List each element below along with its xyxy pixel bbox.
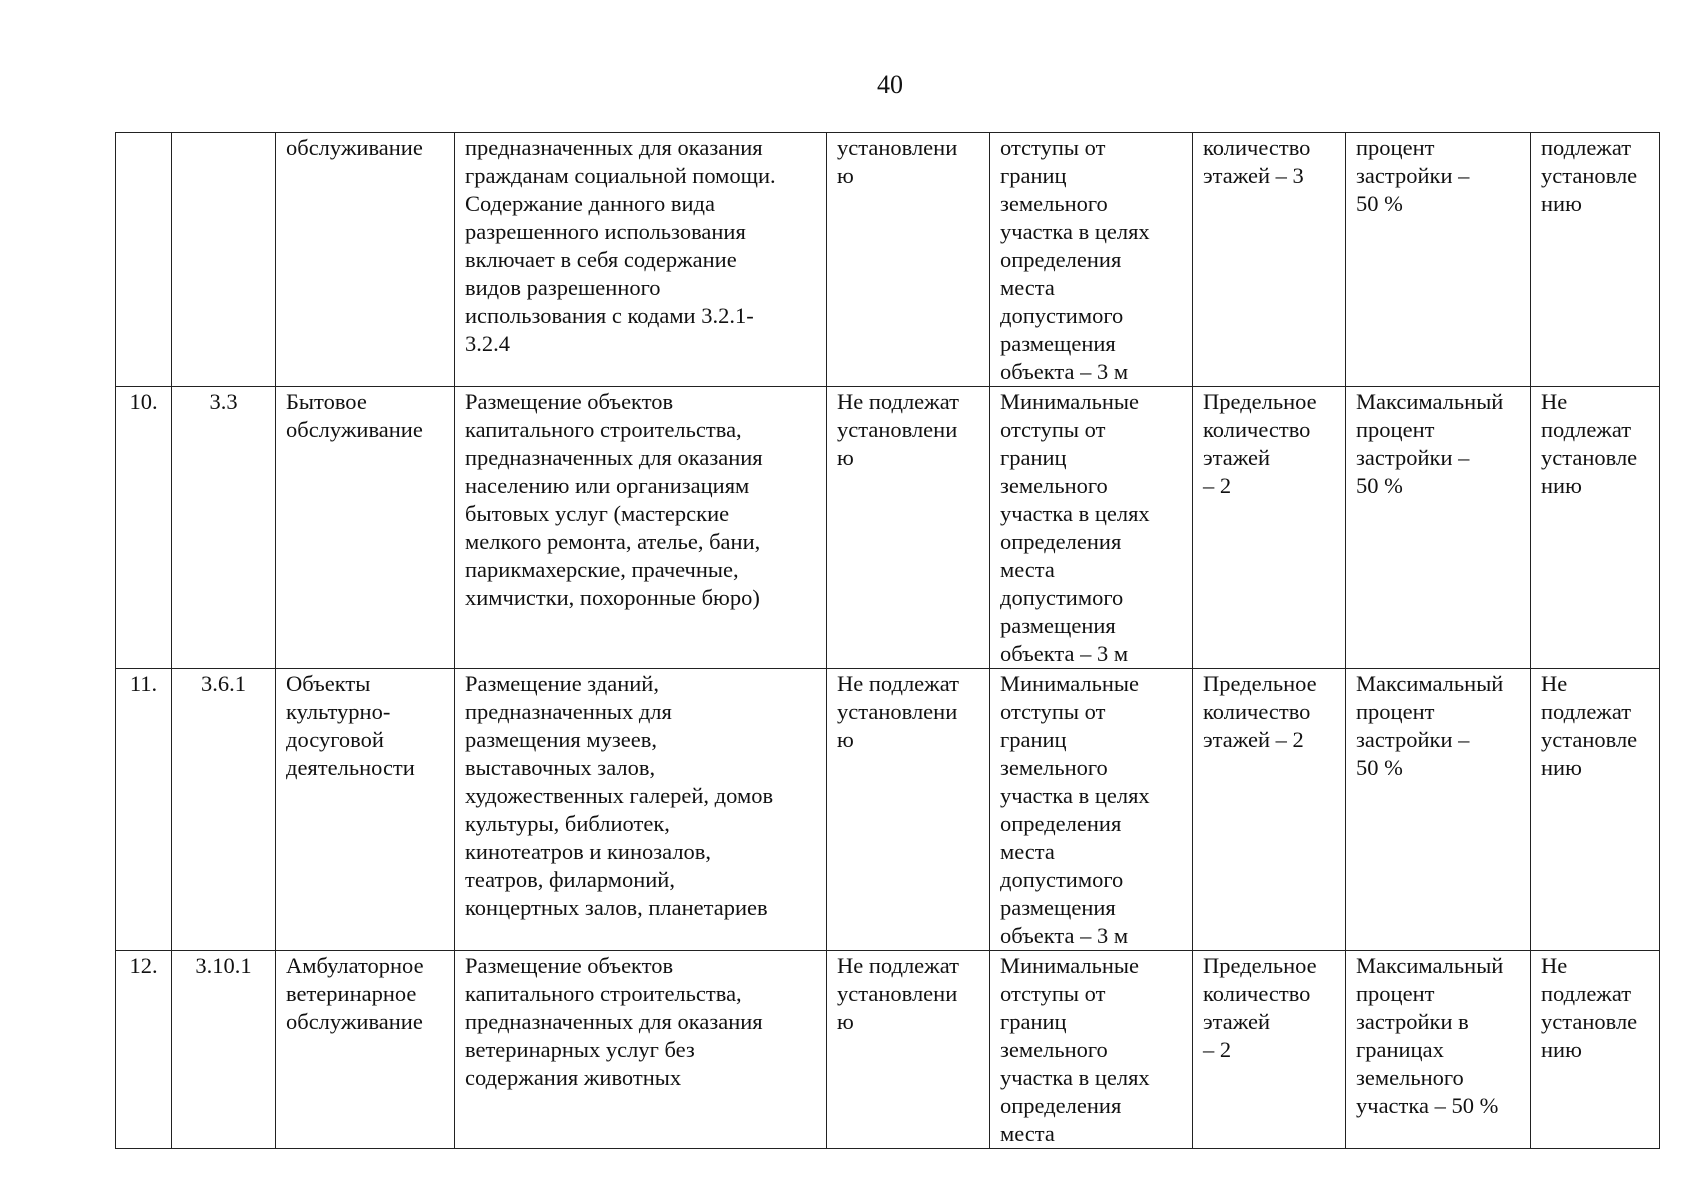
table-row — [116, 133, 1660, 387]
coverage-cell: Максимальный процент застройки в границах земельного участка – 50 % — [1346, 951, 1531, 1149]
description-cell: предназначенных для оказания гражданам социальной помощи. Содержание данного вида разрешенного использования включает в себя содержание видов разрешенного использования с кодами 3.2.1- 3.2.4 — [455, 133, 827, 387]
use-name-cell: Амбулаторное ветеринарное обслуживание — [276, 951, 455, 1149]
floors-cell: Предельное количество этажей – 2 — [1193, 951, 1346, 1149]
code-cell: 3.10.1 — [172, 951, 276, 1149]
setbacks-cell: Минимальные отступы от границ земельного участка в целях определения места допустимого размещения объекта – 3 м — [990, 387, 1193, 669]
use-name-cell: Бытовое обслуживание — [276, 387, 455, 669]
plot-area-cell: установлени ю — [827, 133, 990, 387]
row-number-cell — [116, 133, 172, 387]
floors-cell: Предельное количество этажей – 2 — [1193, 669, 1346, 951]
use-name-cell: обслуживание — [276, 133, 455, 387]
plot-area-cell: Не подлежат установлени ю — [827, 387, 990, 669]
use-name-cell: Объекты культурно- досуговой деятельности — [276, 669, 455, 951]
setbacks-cell: отступы от границ земельного участка в целях определения места допустимого размещения объекта – 3 м — [990, 133, 1193, 387]
other-params-cell: Не подлежат установле нию — [1531, 951, 1660, 1149]
description-cell: Размещение зданий, предназначенных для размещения музеев, выставочных залов, художественных галерей, домов культуры, библиотек, кинотеатров и кинозалов, театров, филармоний, концертных залов, планетариев — [455, 669, 827, 951]
code-cell: 3.3 — [172, 387, 276, 669]
setbacks-cell: Минимальные отступы от границ земельного участка в целях определения места — [990, 951, 1193, 1149]
coverage-cell: Максимальный процент застройки – 50 % — [1346, 387, 1531, 669]
coverage-cell: процент застройки – 50 % — [1346, 133, 1531, 387]
table-row — [116, 669, 1660, 951]
other-params-cell: Не подлежат установле нию — [1531, 669, 1660, 951]
row-number-cell: 10. — [116, 387, 172, 669]
table-row — [116, 951, 1660, 1149]
code-cell — [172, 133, 276, 387]
page-number: 40 — [877, 70, 903, 99]
zoning-table — [115, 132, 1660, 1149]
plot-area-cell: Не подлежат установлени ю — [827, 669, 990, 951]
row-number-cell: 12. — [116, 951, 172, 1149]
floors-cell: Предельное количество этажей – 2 — [1193, 387, 1346, 669]
code-cell: 3.6.1 — [172, 669, 276, 951]
plot-area-cell: Не подлежат установлени ю — [827, 951, 990, 1149]
description-cell: Размещение объектов капитального строительства, предназначенных для оказания ветеринарных услуг без содержания животных — [455, 951, 827, 1149]
floors-cell: количество этажей – 3 — [1193, 133, 1346, 387]
description-cell: Размещение объектов капитального строительства, предназначенных для оказания населению или организациям бытовых услуг (мастерские мелкого ремонта, ателье, бани, парикмахерские, прачечные, химчистки, похоронные бюро) — [455, 387, 827, 669]
setbacks-cell: Минимальные отступы от границ земельного участка в целях определения места допустимого размещения объекта – 3 м — [990, 669, 1193, 951]
table-row — [116, 387, 1660, 669]
other-params-cell: Не подлежат установле нию — [1531, 387, 1660, 669]
row-number-cell: 11. — [116, 669, 172, 951]
coverage-cell: Максимальный процент застройки – 50 % — [1346, 669, 1531, 951]
other-params-cell: подлежат установле нию — [1531, 133, 1660, 387]
